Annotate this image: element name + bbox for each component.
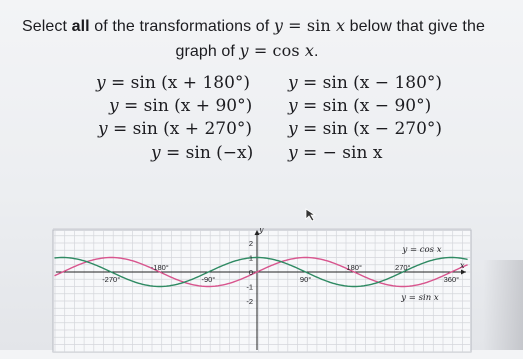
graph-canvas — [52, 228, 472, 354]
mouse-cursor-icon — [305, 208, 317, 222]
prompt-text-1: Select — [22, 18, 72, 35]
option-y: y — [98, 119, 108, 139]
prompt-text-2: of the transformations of — [89, 18, 274, 35]
option-y: y — [288, 96, 298, 116]
y-axis-title: y — [259, 228, 264, 234]
prompt-func-y: y — [273, 16, 283, 35]
option-label: = − sin x — [303, 143, 383, 163]
prompt-period: . — [313, 43, 319, 60]
x-tick-label: 360° — [443, 275, 460, 284]
prompt-text-4: graph of — [175, 43, 240, 60]
x-axis-title: x — [460, 261, 465, 270]
screen-edge-shadow — [483, 260, 523, 350]
option-y: y — [288, 143, 298, 163]
option-y: y — [151, 143, 161, 163]
cos-curve-label: y = cos x — [402, 245, 442, 255]
option-label: = sin (x − 90°) — [303, 96, 432, 116]
prompt-bold-all: all — [71, 18, 90, 35]
option-label: = sin (x + 270°) — [113, 119, 253, 139]
option-label: = sin (x − 270°) — [303, 119, 443, 139]
prompt-target-y: y — [239, 41, 249, 60]
option-sin-x-plus-180[interactable] — [96, 73, 250, 93]
option-sin-x-minus-180[interactable] — [288, 73, 442, 93]
option-label: = sin (x + 90°) — [124, 96, 253, 116]
x-tick-label: 270° — [395, 263, 411, 272]
prompt-target-x: x — [304, 41, 314, 60]
option-y: y — [96, 73, 106, 93]
y-tick-label: -2 — [246, 297, 253, 306]
option-y: y — [288, 119, 298, 139]
option-sin-x-plus-270[interactable] — [98, 119, 252, 139]
prompt-func-eq: = sin — [282, 16, 336, 35]
x-tick-label: 180° — [346, 263, 362, 272]
option-sin-neg-x[interactable] — [151, 143, 253, 163]
x-tick-label: -180° — [150, 263, 169, 272]
prompt-target-eq: = cos — [248, 41, 305, 60]
option-sin-x-minus-270[interactable] — [288, 119, 442, 139]
option-label: = sin (−x) — [166, 143, 254, 163]
sin-curve-label: y = sin x — [401, 293, 439, 303]
option-sin-x-minus-90[interactable] — [288, 96, 431, 116]
prompt-line-2 — [22, 39, 472, 64]
y-tick-label: -1 — [246, 282, 253, 292]
y-tick-label: 2 — [248, 239, 253, 248]
x-tick-label: -270° — [102, 275, 121, 284]
option-sin-x-plus-90[interactable] — [109, 96, 252, 116]
y-tick-label: 0 — [248, 268, 253, 277]
option-y: y — [288, 73, 298, 93]
option-label: = sin (x + 180°) — [111, 73, 251, 93]
x-tick-label: -90° — [201, 275, 216, 284]
option-label: = sin (x − 180°) — [303, 73, 443, 93]
question-prompt — [22, 14, 512, 64]
x-tick-label: 90° — [299, 275, 312, 284]
prompt-text-3: below that give the — [345, 18, 485, 35]
option-y: y — [109, 96, 119, 116]
sin-cos-graph — [52, 228, 472, 354]
y-tick-label: 1 — [248, 253, 253, 263]
prompt-func-x: x — [335, 16, 346, 35]
option-neg-sin-x[interactable] — [288, 143, 382, 163]
